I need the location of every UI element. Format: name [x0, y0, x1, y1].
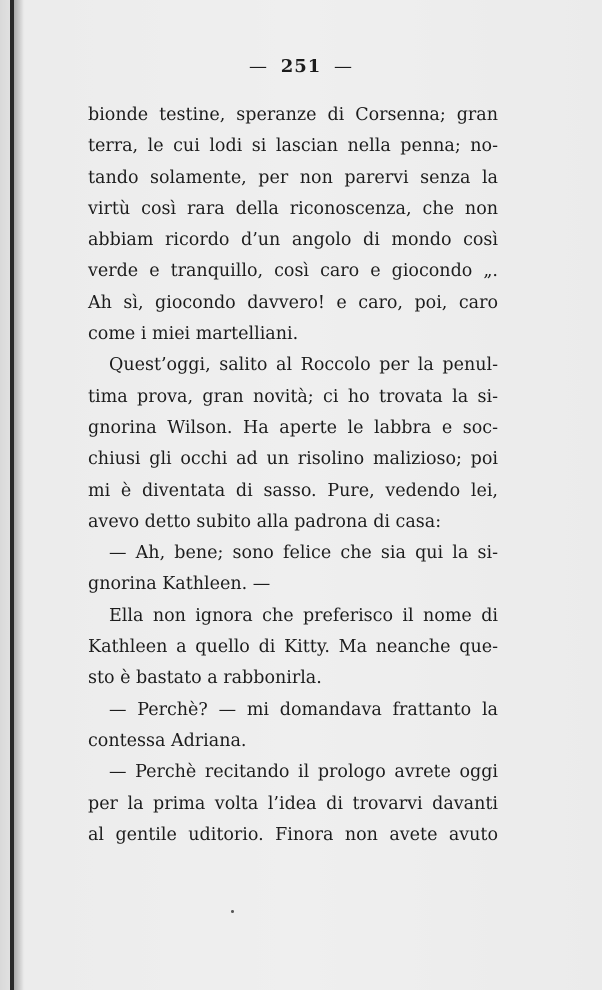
text-line: al gentile uditorio. Finora non avete avuto	[88, 824, 498, 845]
text-line: mi è diventata di sasso. Pure, vedendo lei,	[88, 480, 498, 501]
text-line: tima prova, gran novità; ci ho trovata la si-	[88, 386, 498, 407]
page-number-dash-right: —	[334, 56, 354, 77]
text-line: bionde testine, speranze di Corsenna; gran	[88, 105, 498, 125]
text-line: terra, le cui lodi si lascian nella penna; no-	[88, 136, 498, 157]
paragraph	[88, 538, 498, 601]
text-line: Ella non ignora che preferisco il nome di	[109, 605, 498, 626]
paragraph	[88, 757, 498, 851]
text-line: gnorina Wilson. Ha aperte le labbra e soc-	[88, 417, 498, 438]
text-line: — Ah, bene; sono felice che sia qui la si-	[109, 543, 498, 564]
page-number: 251	[280, 56, 322, 77]
text-line: — Perchè? — mi domandava frattanto la	[109, 699, 498, 720]
text-line: verde e tranquillo, così caro e giocondo „.	[88, 261, 498, 282]
text-line: avevo detto subito alla padrona di casa:	[88, 511, 442, 532]
text-line: per la prima volta l’idea di trovarvi davanti	[88, 793, 498, 814]
paper-speck	[231, 910, 234, 913]
text-line: chiusi gli occhi ad un risolino malizioso; poi	[88, 449, 498, 470]
text-line: Ah sì, giocondo davvero! e caro, poi, caro	[88, 292, 498, 313]
text-line: abbiam ricordo d’un angolo di mondo così	[88, 230, 498, 251]
paragraph	[88, 695, 498, 758]
paragraph	[88, 100, 498, 350]
body-text	[88, 100, 498, 851]
page-number-dash-left: —	[248, 56, 268, 77]
text-line: sto è bastato a rabbonirla.	[88, 668, 322, 689]
text-line: virtù così rara della riconoscenza, che non	[88, 198, 498, 219]
paragraph	[88, 601, 498, 695]
text-line: come i miei martelliani.	[88, 324, 299, 345]
text-line: — Perchè recitando il prologo avrete oggi	[109, 762, 498, 783]
spine-shadow	[14, 0, 24, 990]
text-line: gnorina Kathleen. —	[88, 574, 271, 595]
text-line: Kathleen a quello di Kitty. Ma neanche que-	[88, 637, 498, 658]
paragraph	[88, 350, 498, 538]
text-line: Quest’oggi, salito al Roccolo per la penul-	[109, 355, 498, 376]
page-number-header	[0, 56, 602, 77]
text-line: contessa Adriana.	[88, 730, 247, 751]
text-line: tando solamente, per non parervi senza la	[88, 167, 498, 188]
